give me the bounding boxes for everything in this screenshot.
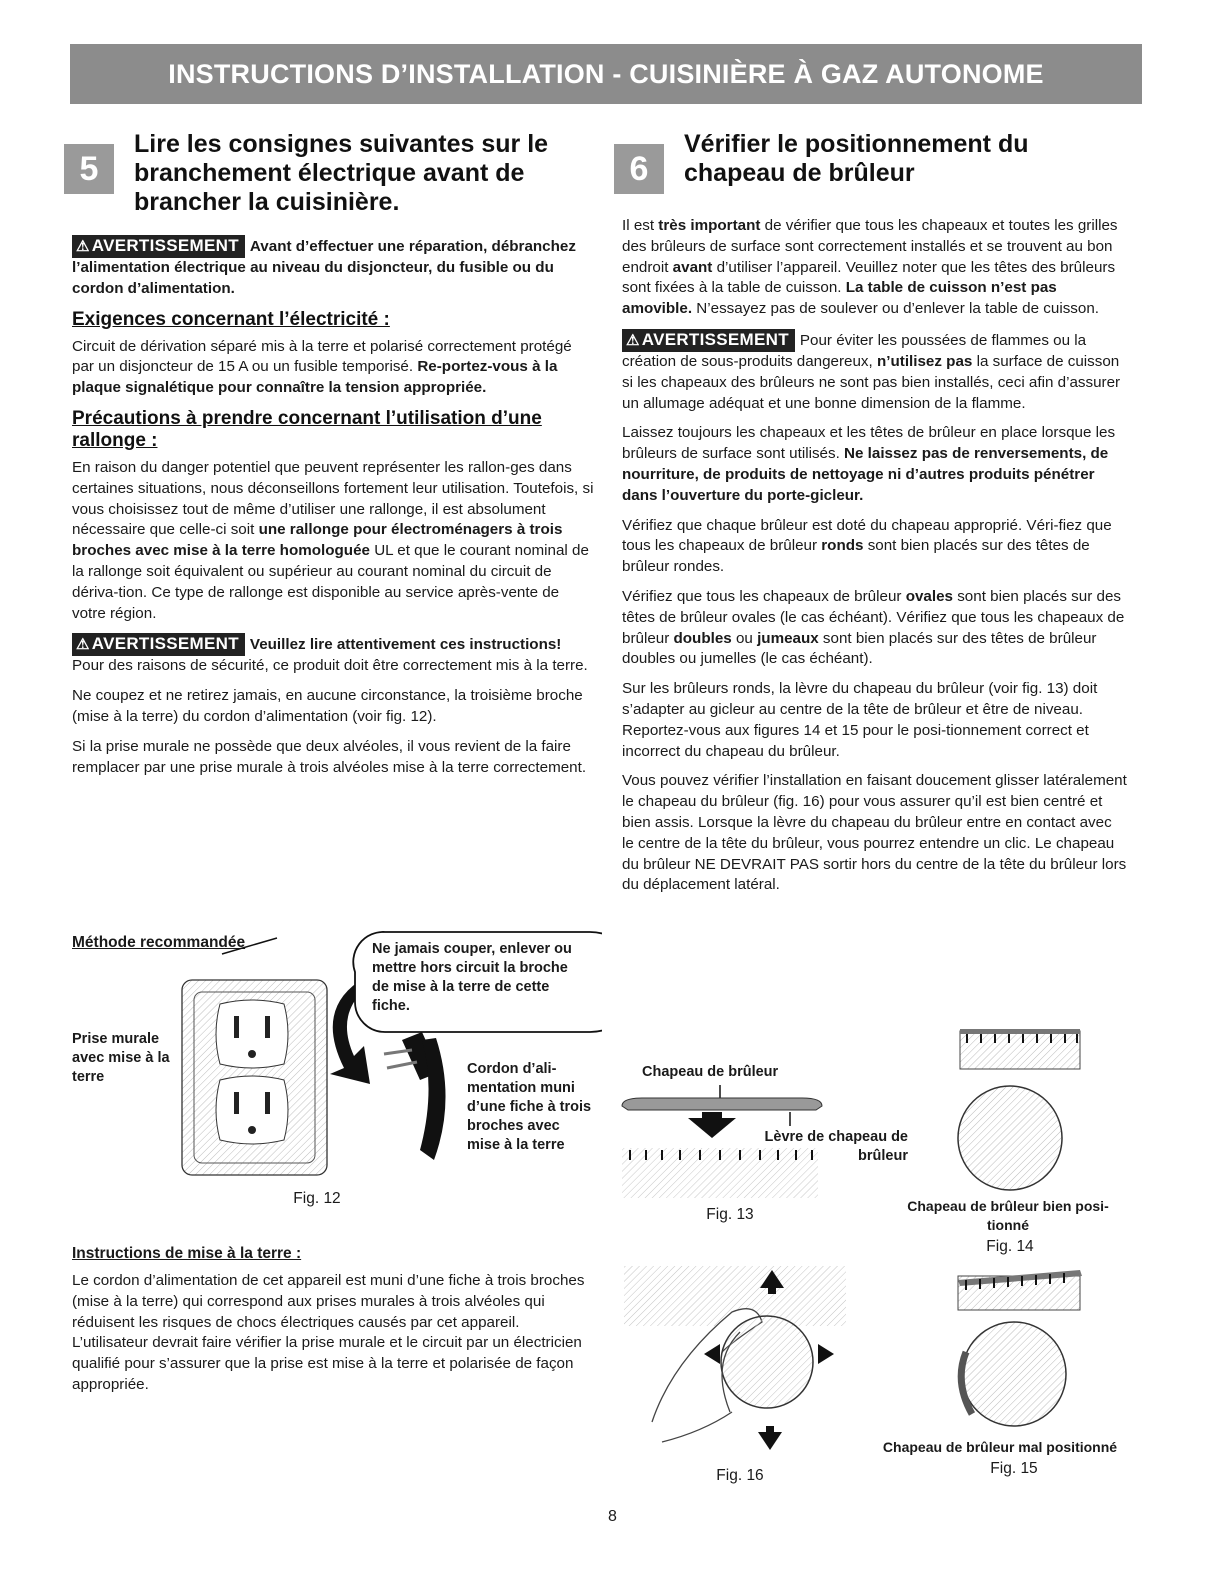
figure-15-caption: Fig. 15	[990, 1460, 1038, 1477]
lip-label: Lèvre de chapeau de brûleur	[764, 1129, 908, 1164]
sliding-cap-illustration	[622, 1262, 852, 1462]
grounding-section	[72, 1245, 597, 1405]
method-label: Méthode recommandée	[72, 934, 246, 951]
correct-cap-illustration	[905, 1025, 1115, 1195]
page-number: 8	[608, 1508, 617, 1525]
grounding-paragraph: Le cordon d’alimentation de cet appareil est muni d’une fiche à trois broches (mise à la terre) qui correspond aux prises murales à trois alvéoles qui réduisent les risques de chocs électriques causés par cet appareil. L’utilisateur devrait faire vérifier la prise murale et le circuit par un électricien qualifié pour s’assurer que la prise est mise à la terre et polarisée de façon appropriée.	[72, 1272, 585, 1393]
warning-badge: ⚠ AVERTISSEMENT	[72, 633, 245, 656]
misplaced-cap-illustration	[870, 1262, 1130, 1434]
right-paragraph-2: Laissez toujours les chapeaux et les têtes de brûleur en place lorsque les brûleurs de surface sont utilisés. Ne laissez pas de renversements, de nourriture, de produits de nettoyage ni d’autres produits pénétrer dans l’ouverture du porte-gicleur.	[622, 424, 1116, 504]
warning-bubble-text: Ne jamais couper, enlever ou mettre hors circuit la broche de mise à la terre de cette fiche.	[372, 941, 572, 1014]
right-paragraph-6: Vous pouvez vérifier l’installation en faisant doucement glisser latéralement le chapeau du brûleur (fig. 16) pour vous assurer qu’il est bien centré et bien assis. Lorsque la lèvre du chapeau du brûleur entre en contact avec le centre de la tête du brûleur, vous pourrez entendre un clic. Le chapeau du brûleur NE DEVRAIT PAS sortir hors du centre de la tête du brûleur lors du déplacement latéral.	[622, 772, 1127, 894]
ground-paragraph-2: Si la prise murale ne possède que deux alvéoles, il vous revient de la faire remplacer par une prise murale à trois alvéoles mise à la terre correctement.	[72, 737, 587, 776]
figure-12	[72, 930, 602, 1215]
step-6-title: Vérifier le positionnement du chapeau de brûleur	[684, 130, 1029, 187]
warning-3: ⚠ AVERTISSEMENT Pour éviter les poussées de flammes ou la création de sous-produits dangereux, n’utilisez pas la surface de cuisson si les chapeaux des brûleurs ne sont pas bien installés, ceci afin d’assurer un allumage adéquat et une bonne dimension de la flamme.	[622, 329, 1121, 412]
extension-paragraph: En raison du danger potentiel que peuvent représenter les rallon-ges dans certaines situations, nous déconseillons fortement leur utilisation. Toutefois, si vous choisissez tout de même d’utiliser une rallonge, il est absolument nécessaire que celle-ci soit une rallonge pour électroménagers à trois broches avec mise à la terre homologuée UL et que le courant nominal de la rallonge soit équivalent ou supérieur au courant nominal du circuit de dériva-tion. Ce type de rallonge est disponible au service après-vente de votre région.	[72, 458, 594, 622]
page-header-title: INSTRUCTIONS D’INSTALLATION - CUISINIÈRE À GAZ AUTONOME	[168, 58, 1044, 89]
step-5-title: Lire les consignes suivantes sur le branchement électrique avant de brancher la cuisinière.	[134, 130, 549, 216]
figure-16	[622, 1262, 852, 1492]
electrical-heading: Exigences concernant l’électricité :	[72, 308, 390, 330]
step-number-badge: 5	[64, 144, 114, 194]
warning-badge: ⚠ AVERTISSEMENT	[72, 235, 245, 258]
warning-triangle-icon: ⚠	[76, 238, 90, 255]
figure-13	[620, 1060, 910, 1230]
figure-14-caption: Fig. 14	[986, 1238, 1034, 1255]
warning-triangle-icon: ⚠	[626, 331, 640, 349]
left-column	[72, 130, 597, 787]
warning-1	[72, 235, 597, 300]
warning-1-text: Avant d’effectuer une réparation, débranchez l’alimentation électrique au niveau du disjoncteur, du fusible ou du cordon d’alimentation.	[72, 238, 576, 297]
warning-badge: ⚠ AVERTISSEMENT	[622, 329, 795, 352]
burner-cap-label: Chapeau de brûleur	[642, 1064, 779, 1080]
warning-triangle-icon: ⚠	[76, 636, 90, 654]
figure-15-description: Chapeau de brûleur mal positionné	[882, 1439, 1118, 1455]
figure-13-caption: Fig. 13	[706, 1206, 754, 1223]
right-paragraph-3: Vérifiez que chaque brûleur est doté du chapeau approprié. Véri-fiez que tous les chapeaux de brûleur ronds sont bien placés sur des têtes de brûleur rondes.	[622, 516, 1112, 576]
ground-paragraph-1: Ne coupez et ne retirez jamais, en aucune circonstance, la troisième broche (mise à la terre) du cordon d’alimentation (voir fig. 12).	[72, 687, 583, 725]
figure-14-description: Chapeau de brûleur bien posi-tionné	[907, 1198, 1109, 1233]
outlet-label: Prise murale avec mise à la terre	[72, 1031, 170, 1085]
right-paragraph-5: Sur les brûleurs ronds, la lèvre du chapeau du brûleur (voir fig. 13) doit s’adapter au gicleur au centre de la tête de brûleur et être de niveau. Reportez-vous aux figures 14 et 15 pour le posi-tionnement correct et incorrect du chapeau du brûleur.	[622, 680, 1098, 760]
page-header-banner	[70, 44, 1142, 104]
right-column	[622, 130, 1127, 905]
grounding-heading: Instructions de mise à la terre :	[72, 1245, 302, 1262]
step-5-header	[64, 130, 597, 217]
warning-2: ⚠ AVERTISSEMENT Veuillez lire attentivement ces instructions! Pour des raisons de sécurité, ce produit doit être correctement mis à la terre.	[72, 634, 588, 675]
step-number-badge: 6	[614, 144, 664, 194]
figure-14	[905, 1025, 1115, 1265]
figure-15	[870, 1262, 1130, 1492]
cord-label: Cordon d’ali-mentation muni d’une fiche à trois broches avec mise à la terre	[467, 1061, 592, 1153]
figure-16-caption: Fig. 16	[716, 1467, 764, 1484]
electrical-paragraph: Circuit de dérivation séparé mis à la terre et polarisé correctement protégé par un disjoncteur de 15 A ou un fusible temporisé. Re-portez-vous à la plaque signalétique pour connaître la tension appropriée.	[72, 337, 572, 397]
step-6-header	[614, 130, 1127, 194]
right-paragraph-4: Vérifiez que tous les chapeaux de brûleur ovales sont bien placés sur des têtes de brûleur ovales (le cas échéant). Vérifiez que tous les chapeaux de brûleur doubles ou jumeaux sont bien placés sur des têtes de brûleur doubles ou jumelles (le cas échéant).	[622, 587, 1125, 668]
figure-12-caption: Fig. 12	[293, 1190, 341, 1207]
extension-heading: Précautions à prendre concernant l’utilisation d’une rallonge :	[72, 407, 542, 451]
right-paragraph-1: Il est très important de vérifier que tous les chapeaux et toutes les grilles des brûleurs de surface sont correctement installés et se trouvent au bon endroit avant d’utiliser l’appareil. Veuillez noter que les têtes des brûleurs sont fixées à la table de cuisson. La table de cuisson n’est pas amovible. N’essayez pas de soulever ou d’enlever la table de cuisson.	[622, 217, 1118, 318]
